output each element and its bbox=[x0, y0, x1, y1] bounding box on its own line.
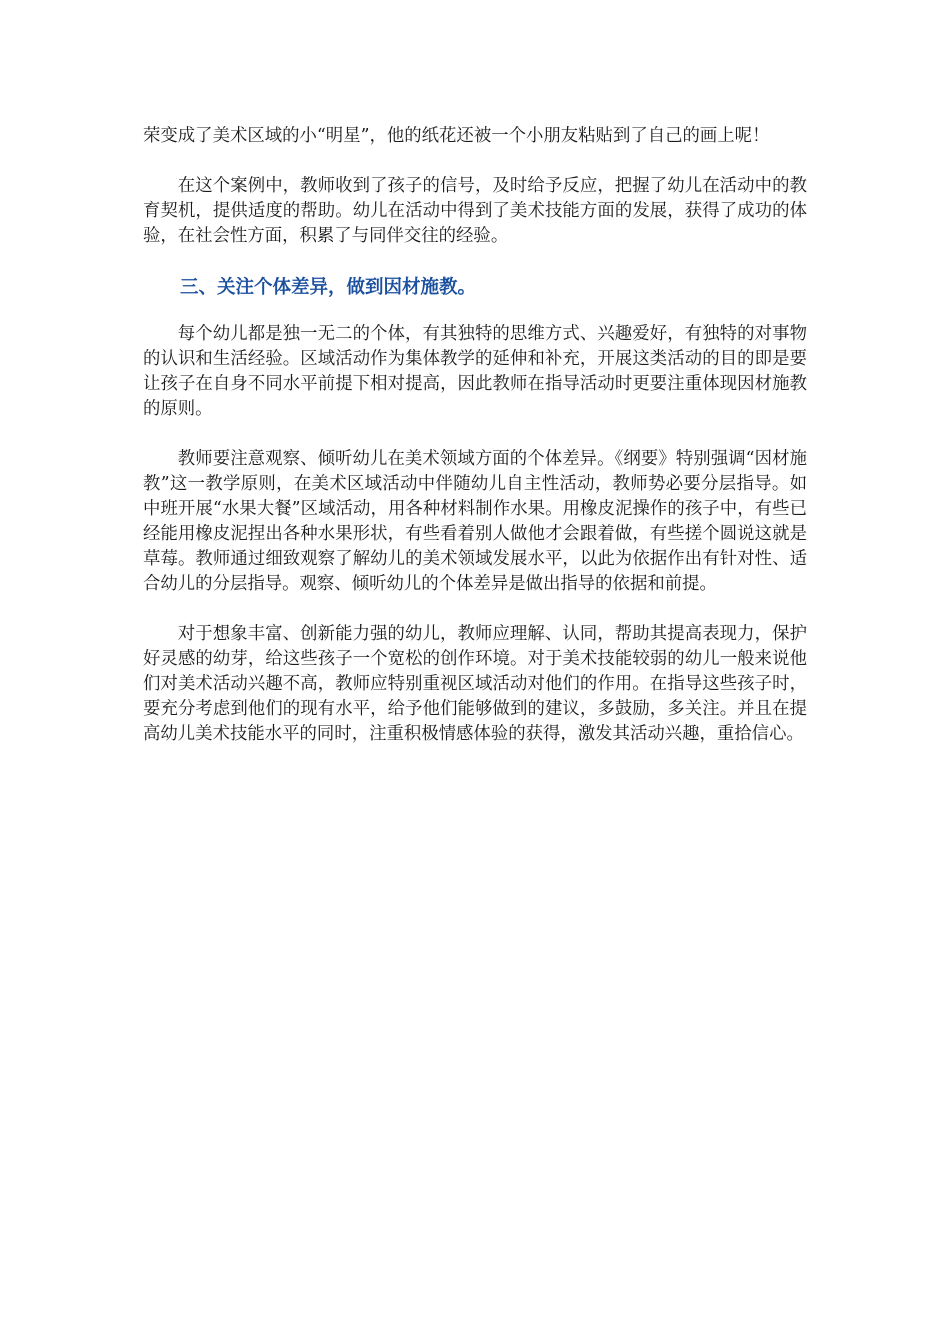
section-heading: 三、关注个体差异，做到因材施教。 bbox=[180, 277, 477, 298]
document-body bbox=[143, 124, 807, 772]
paragraph-individual-differences: 每个幼儿都是独一无二的个体，有其独特的思维方式、兴趣爱好，有独特的对事物的认识和生活经验。区域活动作为集体教学的延伸和补充，开展这类活动的目的即是要让孩子在自身不同水平前提下相对提高，因此教师在指导活动时更要注重体现因材施教的原则。 bbox=[143, 324, 807, 419]
paragraph-observation: 教师要注意观察、倾听幼儿在美术领域方面的个体差异。《纲要》特别强调“因材施教”这一教学原则，在美术区域活动中伴随幼儿自主性活动，教师势必要分层指导。如中班开展“水果大餐”区域活动，用各种材料制作水果。用橡皮泥操作的孩子中，有些已经能用橡皮泥捏出各种水果形状，有些看着别人做他才会跟着做，有些搓个圆说这就是草莓。教师通过细致观察了解幼儿的美术领域发展水平，以此为依据作出有针对性、适合幼儿的分层指导。观察、倾听幼儿的个体差异是做出指导的依据和前提。 bbox=[143, 449, 807, 594]
paragraph-continuation: 荣变成了美术区域的小“明星”，他的纸花还被一个小朋友粘贴到了自己的画上呢！ bbox=[143, 126, 770, 146]
paragraph-guidance: 对于想象丰富、创新能力强的幼儿，教师应理解、认同，帮助其提高表现力，保护好灵感的幼芽，给这些孩子一个宽松的创作环境。对于美术技能较弱的幼儿一般来说他们对美术活动兴趣不高，教师应特别重视区域活动对他们的作用。在指导这些孩子时，要充分考虑到他们的现有水平，给予他们能够做到的建议，多鼓励，多关注。并且在提高幼儿美术技能水平的同时，注重积极情感体验的获得，激发其活动兴趣，重拾信心。 bbox=[143, 624, 807, 744]
paragraph-case-summary: 在这个案例中，教师收到了孩子的信号，及时给予反应，把握了幼儿在活动中的教育契机，提供适度的帮助。幼儿在活动中得到了美术技能方面的发展，获得了成功的体验，在社会性方面，积累了与同伴交往的经验。 bbox=[143, 176, 807, 246]
